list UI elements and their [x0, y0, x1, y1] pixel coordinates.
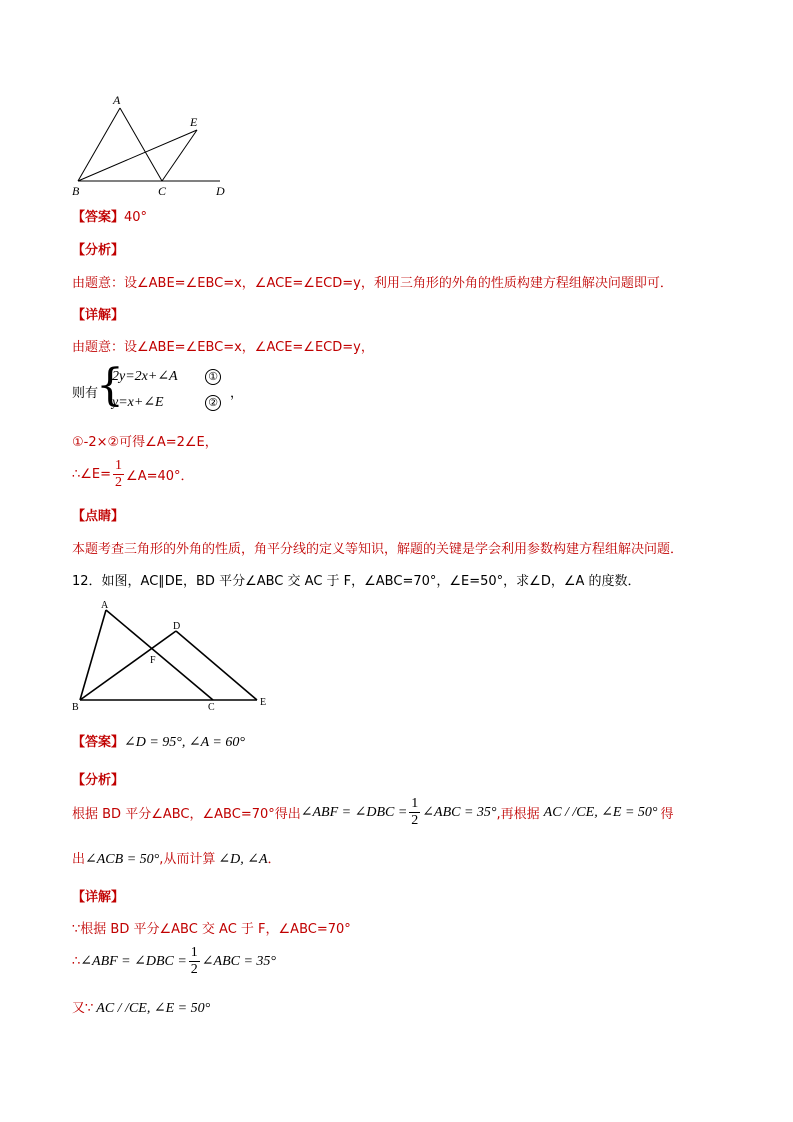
fraction-den: 2 — [115, 475, 123, 490]
analysis-l2-m2: ∠D, ∠A — [218, 852, 268, 867]
answer-tag-2: 【答案】 — [72, 735, 125, 750]
fraction-num-3: 1 — [190, 945, 198, 960]
answer-line-2 — [72, 731, 245, 751]
fraction-den-3: 2 — [190, 962, 198, 977]
analysis-text-1: 由题意：设∠ABE=∠EBC=x，∠ACE=∠ECD=y，利用三角形的外角的性质构建方程组解决问题即可． — [72, 276, 673, 291]
analysis-line-2b — [72, 848, 281, 868]
comment-tag-1: 【点睛】 — [72, 509, 125, 524]
analysis-l2-p1: 出 — [72, 852, 86, 867]
fig1-label-c: C — [158, 184, 167, 198]
detail-line-1: 由题意：设∠ABE=∠EBC=x，∠ACE=∠ECD=y， — [72, 340, 374, 355]
fig1-label-e: E — [190, 115, 198, 129]
fraction-num-2: 1 — [411, 796, 419, 811]
detail-l3-m: AC / /CE, ∠E = 50° — [96, 1001, 211, 1016]
analysis-tag-2: 【分析】 — [72, 773, 125, 788]
fraction-half — [113, 458, 124, 491]
analysis-p1: 根据 BD 平分∠ABC，∠ABC=70°得出 — [72, 807, 301, 822]
answer-line-1 — [72, 206, 147, 225]
fig2-label-b: B — [72, 702, 79, 713]
comment-text-1: 本题考查三角形的外角的性质，角平分线的定义等知识，解题的关键是学会利用参数构建方程组解决问题． — [72, 542, 684, 557]
therefore-prefix: ∴∠E= — [72, 467, 112, 482]
analysis-tag-1: 【分析】 — [72, 243, 125, 258]
figure-1-triangle — [68, 92, 238, 202]
analysis-l2-p3: ． — [267, 852, 281, 867]
detail-line-2c — [72, 997, 210, 1017]
detail-l2-m1: ∠ABF = ∠DBC = — [80, 954, 187, 969]
analysis-m2: ∠ABC = 35° — [422, 805, 497, 820]
answer-tag: 【答案】 — [72, 210, 125, 225]
equation-2: y=x+∠E — [112, 395, 164, 410]
system-prefix: 则有 — [72, 386, 99, 401]
system-suffix: ， — [230, 386, 244, 401]
analysis-m3: AC / /CE, ∠E = 50° — [543, 805, 658, 820]
fraction-half-3 — [189, 945, 200, 978]
analysis-line-2a — [72, 796, 674, 829]
analysis-p3: 得 — [660, 807, 674, 822]
fig2-label-d: D — [173, 621, 181, 632]
fig2-label-c: C — [208, 702, 215, 713]
therefore-line-1 — [72, 458, 194, 491]
figure-2-triangles — [66, 598, 276, 713]
analysis-m1: ∠ABF = ∠DBC = — [300, 805, 408, 820]
fig2-label-e: E — [260, 697, 267, 708]
fig1-label-a: A — [113, 93, 121, 107]
left-brace: { — [96, 360, 124, 411]
problem-12-statement: 12．如图，AC∥DE，BD 平分∠ABC 交 AC 于 F，∠ABC=70°，∠E=50°，求∠D，∠A 的度数． — [72, 574, 641, 589]
answer-value-2: ∠D = 95°, ∠A = 60° — [124, 735, 245, 750]
answer-value: 40° — [124, 210, 148, 225]
detail-l3-prefix: 又∵ — [72, 1001, 94, 1016]
equation-2-mark: ② — [205, 395, 221, 411]
fig1-label-b: B — [72, 184, 80, 198]
fig2-label-a: A — [101, 600, 109, 611]
detail-line-2a: ∵根据 BD 平分∠ABC 交 AC 于 F，∠ABC=70° — [72, 922, 351, 937]
analysis-l2-p2: ,从而计算 — [159, 852, 216, 867]
fig1-label-d: D — [216, 184, 225, 198]
detail-line-2b — [72, 945, 276, 978]
detail-l2-m2: ∠ABC = 35° — [201, 954, 277, 969]
analysis-p2: ,再根据 — [496, 807, 540, 822]
therefore-suffix: ∠A=40°． — [126, 469, 194, 484]
equation-1: 2y=2x+∠A — [112, 369, 178, 384]
equation-1-mark: ① — [205, 369, 221, 385]
detail-l2-prefix: ∴ — [72, 954, 81, 969]
detail-tag-2: 【详解】 — [72, 890, 125, 905]
fraction-den-2: 2 — [411, 813, 419, 828]
analysis-l2-m1: ∠ACB = 50° — [85, 852, 160, 867]
detail-tag-1: 【详解】 — [72, 308, 125, 323]
fig2-label-f: F — [150, 655, 156, 666]
fraction-num: 1 — [115, 458, 123, 473]
derive-line: ①-2×②可得∠A=2∠E， — [72, 435, 218, 450]
fraction-half-2 — [409, 796, 420, 829]
